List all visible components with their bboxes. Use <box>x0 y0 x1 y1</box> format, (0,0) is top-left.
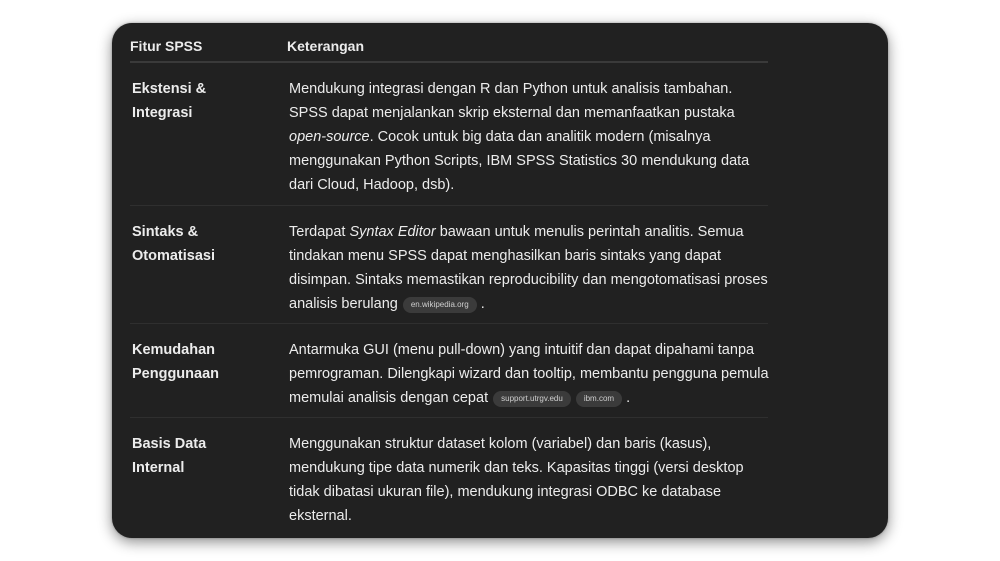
feature-description <box>289 206 771 324</box>
feature-name: Basis Data Internal <box>132 436 207 476</box>
description-text: . <box>480 296 485 312</box>
table-row <box>130 206 768 324</box>
description-text: Antarmuka GUI (menu pull-down) yang intuitif dan dapat dipahami tanpa pemrograman. Dilengkapi wizard dan tooltip, membantu pengguna pemula memulai analisis dengan cepat <box>289 342 769 406</box>
description-text: Terdapat <box>289 224 350 240</box>
table-header <box>130 35 768 63</box>
table-row <box>130 418 768 536</box>
source-citation-link[interactable]: support.utrgv.edu <box>493 391 571 407</box>
table-row <box>130 324 768 418</box>
feature-description: Menggunakan struktur dataset kolom (variabel) dan baris (kasus), mendukung tipe data numerik dan teks. Kapasitas tinggi (versi desktop tidak dibatasi ukuran file), mendukung integrasi ODBC ke database eksternal. <box>289 436 744 524</box>
source-citation-link[interactable]: ibm.com <box>576 391 622 407</box>
column-header-description: Keterangan <box>287 38 365 54</box>
description-text: Mendukung integrasi dengan R dan Python untuk analisis tambahan. SPSS dapat menjalankan skrip eksternal dan memanfaatkan pustaka <box>289 81 735 121</box>
description-text: . <box>626 390 631 406</box>
feature-description <box>289 63 771 205</box>
features-table <box>130 35 768 536</box>
description-emphasis: open-source <box>289 129 370 145</box>
table-row <box>130 63 768 206</box>
feature-name: Sintaks & Otomatisasi <box>132 224 215 264</box>
source-citation-link[interactable]: en.wikipedia.org <box>403 297 477 313</box>
feature-description <box>289 324 771 418</box>
description-text: bawaan untuk menulis perintah analitis. Semua tindakan menu SPSS dapat menghasilkan baris sintaks yang dapat disimpan. Sintaks memastikan reproducibility dan mengotomatisasi proses analisis berulang <box>289 224 768 312</box>
feature-name: Ekstensi & Integrasi <box>132 81 207 121</box>
description-text: . Cocok untuk big data dan analitik modern (misalnya menggunakan Python Scripts, IBM SPSS Statistics 30 mendukung data dari Cloud, Hadoop, dsb). <box>289 129 750 193</box>
description-emphasis: Syntax Editor <box>349 224 436 240</box>
table-card <box>112 23 888 538</box>
column-header-feature: Fitur SPSS <box>130 38 203 54</box>
feature-name: Kemudahan Penggunaan <box>132 342 220 382</box>
